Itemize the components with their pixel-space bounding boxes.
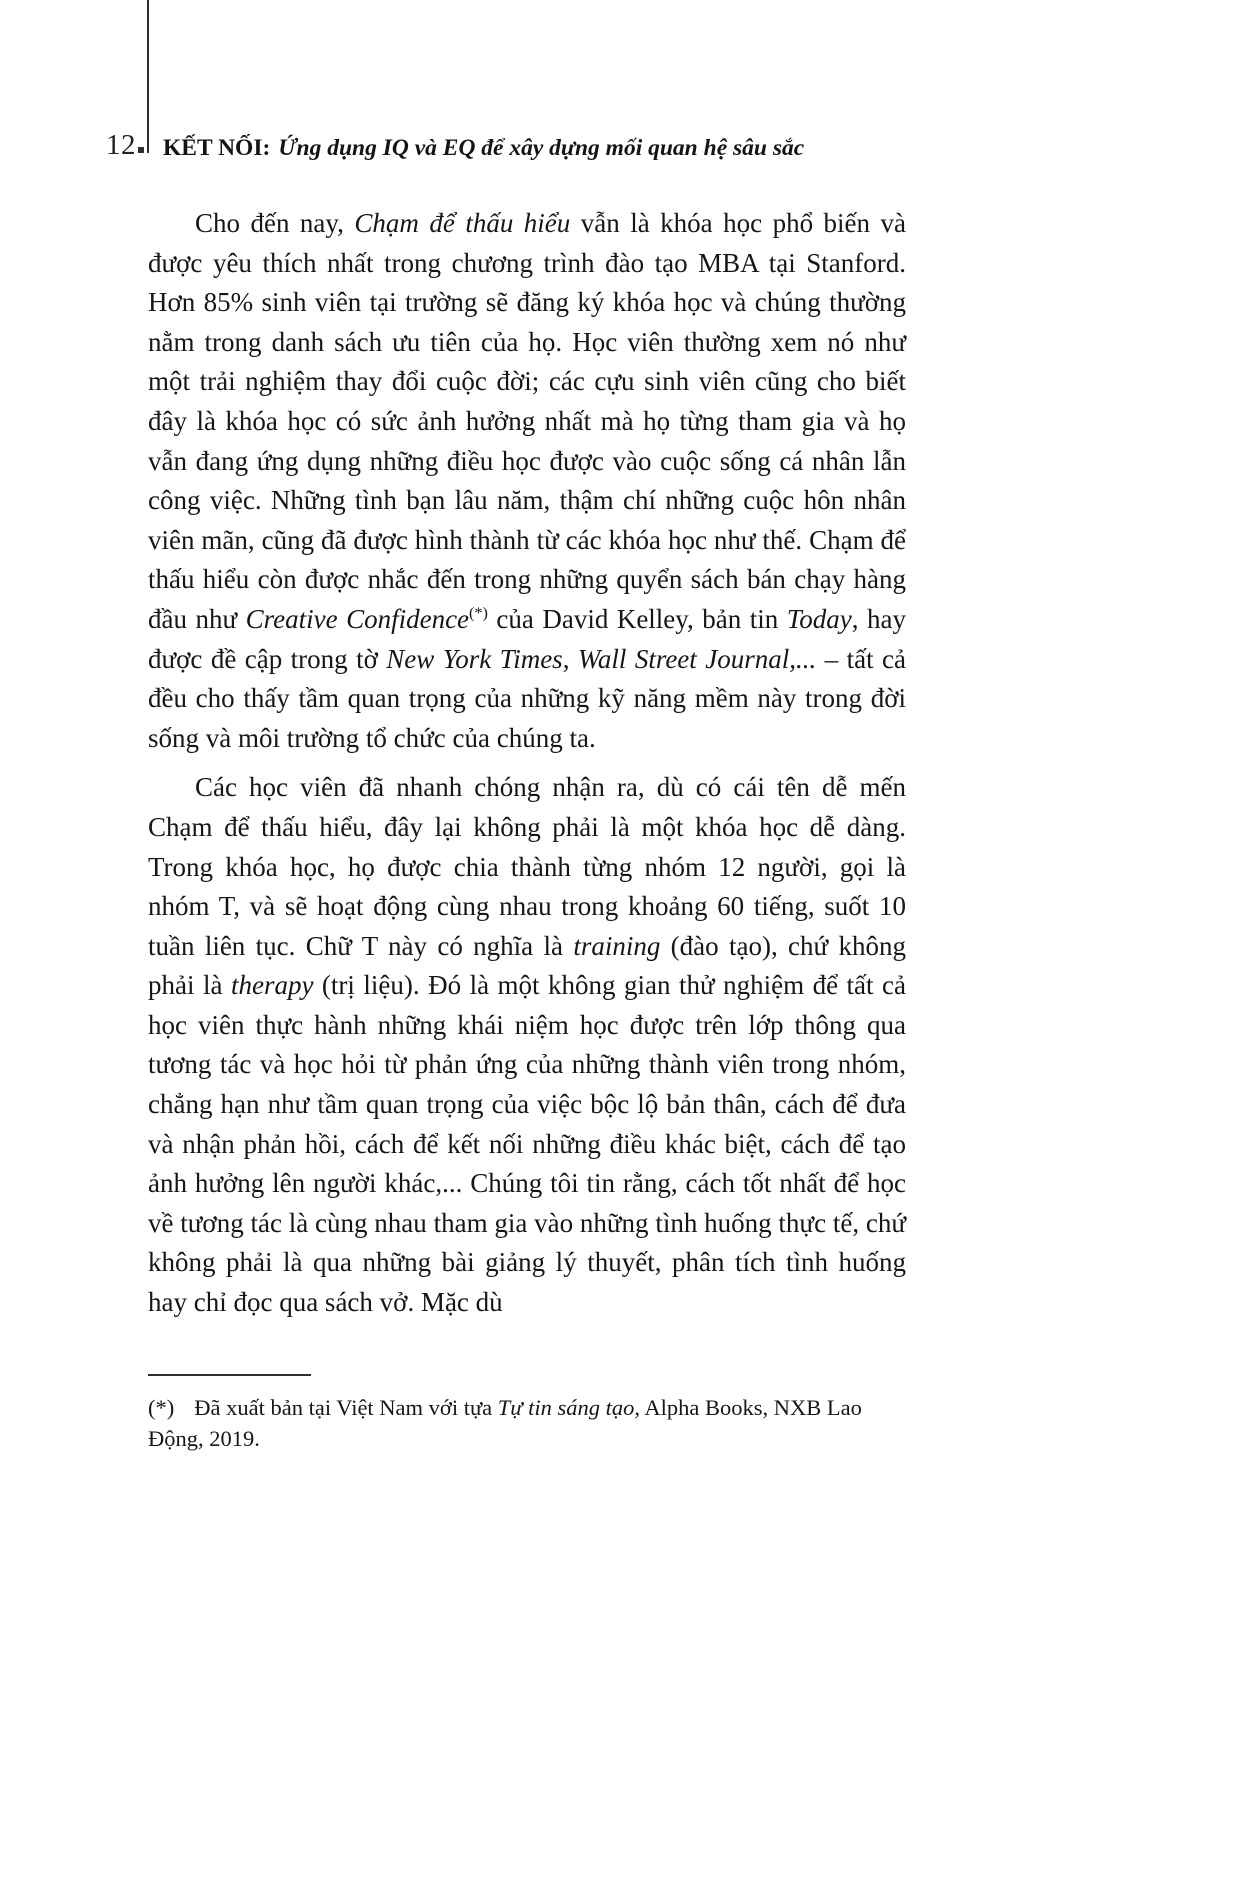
header-vertical-rule bbox=[147, 0, 149, 153]
italic-text-run: New York Times, Wall Street Journal,... bbox=[386, 643, 817, 674]
footnote bbox=[148, 1392, 908, 1454]
italic-text-run: Today bbox=[786, 603, 852, 634]
italic-text-run: therapy bbox=[230, 970, 314, 1001]
text-run: Các học viên đã nhanh chóng nhận ra, dù có cái tên dễ mến Chạm để thấu hiểu, đây lại không phải là một khóa học dễ dàng. Trong khóa học, họ được chia thành từng nhóm 12 người, gọi là nhóm T, và sẽ hoạt động cùng nhau trong khoảng 60 tiếng, suốt 10 tuần liên tục. Chữ T này có nghĩa là bbox=[148, 772, 906, 961]
text-run: , Alpha Books, NXB Lao Động, 2019. bbox=[148, 1395, 862, 1451]
text-run: (đào tạo), chứ không phải là bbox=[148, 930, 906, 1001]
running-header bbox=[163, 136, 804, 162]
italic-text-run: Tự tin sáng tạo bbox=[497, 1395, 635, 1420]
text-run: Đã xuất bản tại Việt Nam với tựa bbox=[194, 1395, 498, 1420]
footnote-text bbox=[148, 1395, 862, 1451]
footnote-marker: (*) bbox=[148, 1395, 175, 1420]
text-run: , hay được đề cập trong tờ bbox=[148, 603, 907, 674]
body-paragraph bbox=[148, 768, 906, 1322]
text-run: của David Kelley, bản tin bbox=[487, 603, 787, 634]
book-subtitle: Ứng dụng IQ và EQ để xây dựng mối quan hệ sâu sắc bbox=[278, 135, 805, 161]
italic-text-run: Chạm để thấu hiểu bbox=[354, 208, 571, 238]
book-title: KẾT NỐI: bbox=[163, 135, 271, 161]
text-run: (trị liệu). Đó là một không gian thử nghiệm để tất cả học viên thực hành những khái niệm học được trên lớp thông qua tương tác và học hỏi từ phản ứng của những thành viên trong nhóm, chẳng hạn như tầm quan trọng của việc bộc lộ bản thân, cách để đưa và nhận phản hồi, cách để kết nối những điều khác biệt, cách để tạo ảnh hưởng lên người khác,... Chúng tôi tin rằng, cách tốt nhất để học về tương tác là cùng nhau tham gia vào những tình huống thực tế, chứ không phải là qua những bài giảng lý thuyết, phân tích tình huống hay chỉ đọc qua sách vở. Mặc dù bbox=[148, 970, 906, 1318]
page-number: 12 bbox=[106, 129, 136, 161]
text-run: Cho đến nay, bbox=[195, 208, 355, 238]
text-run: – tất cả đều cho thấy tầm quan trọng của những kỹ năng mềm này trong đời sống và môi trường tổ chức của chúng ta. bbox=[148, 643, 906, 753]
footnote-divider bbox=[148, 1374, 311, 1376]
body-text bbox=[148, 204, 906, 1333]
header-ornament-dot bbox=[138, 147, 144, 153]
italic-text-run: training bbox=[573, 930, 661, 961]
footnote-reference: (*) bbox=[469, 603, 488, 622]
body-paragraph bbox=[148, 204, 906, 758]
text-run: vẫn là khóa học phổ biến và được yêu thích nhất trong chương trình đào tạo MBA tại Stanford. Hơn 85% sinh viên tại trường sẽ đăng ký khóa học và chúng thường nằm trong danh sách ưu tiên của họ. Học viên thường xem nó như một trải nghiệm thay đổi cuộc đời; các cựu sinh viên cũng cho biết đây là khóa học có sức ảnh hưởng nhất mà họ từng tham gia và họ vẫn đang ứng dụng những điều học được vào cuộc sống cá nhân lẫn công việc. Những tình bạn lâu năm, thậm chí những cuộc hôn nhân viên mãn, cũng đã được hình thành từ các khóa học như thế. Chạm để thấu hiểu còn được nhắc đến trong những quyển sách bán chạy hàng đầu như bbox=[148, 208, 907, 634]
italic-text-run: Creative Confidence bbox=[245, 603, 470, 634]
